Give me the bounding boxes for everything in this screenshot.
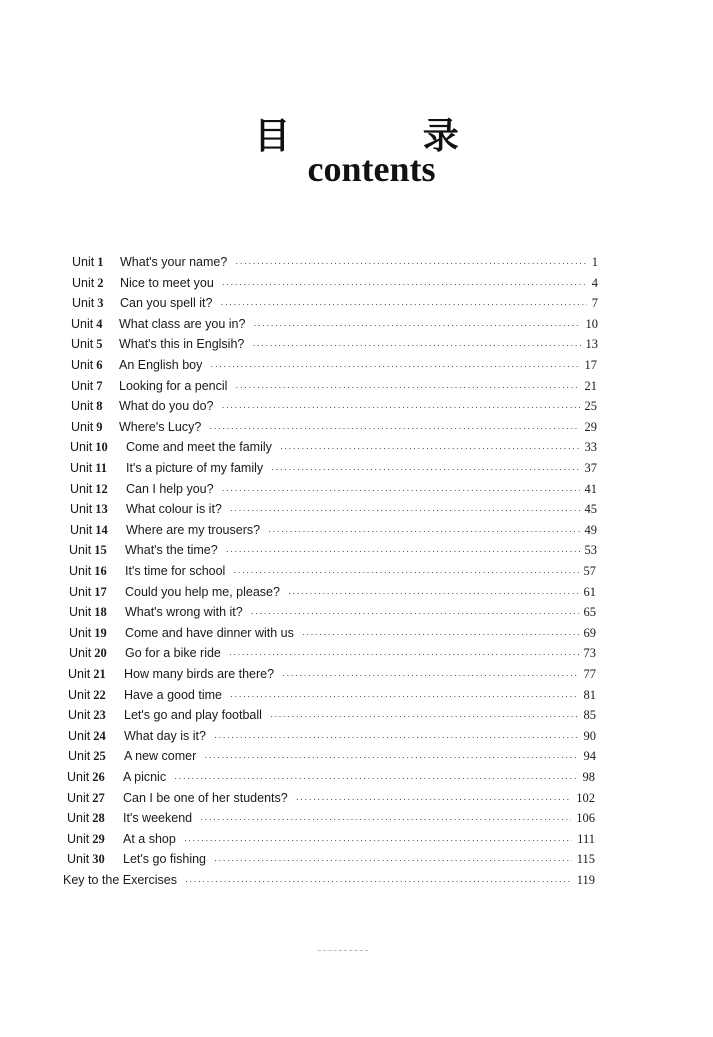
toc-unit-word: Unit xyxy=(68,667,91,681)
toc-leader-dots xyxy=(288,588,579,598)
toc-leader-dots xyxy=(230,505,580,515)
toc-entry[interactable] xyxy=(69,585,596,605)
toc-unit-number: 26 xyxy=(92,770,105,784)
toc-entry[interactable] xyxy=(67,832,595,852)
toc-topic: It's a picture of my family xyxy=(126,461,264,475)
toc-page-number: 37 xyxy=(584,461,597,475)
toc-page-number: 49 xyxy=(584,523,597,537)
toc-unit-label xyxy=(71,358,119,373)
toc-page-number: 106 xyxy=(576,811,595,825)
toc-leader-dots xyxy=(220,299,586,309)
toc-unit-label xyxy=(70,502,126,517)
toc-unit-number: 18 xyxy=(94,605,107,619)
toc-topic: Could you help me, please? xyxy=(125,585,280,599)
toc-topic: What colour is it? xyxy=(126,502,222,516)
toc-entry[interactable] xyxy=(71,379,597,399)
toc-entry[interactable] xyxy=(69,605,596,625)
toc-page-number: 85 xyxy=(583,708,596,722)
toc-leader-dots xyxy=(270,711,579,721)
toc-topic: What's this in Englsih? xyxy=(119,337,245,351)
toc-unit-number: 12 xyxy=(95,482,108,496)
toc-unit-word: Unit xyxy=(69,626,92,640)
toc-unit-label xyxy=(69,543,125,558)
toc-topic: An English boy xyxy=(119,358,203,372)
toc-page-number: 90 xyxy=(583,729,596,743)
toc-unit-number: 23 xyxy=(93,708,106,722)
toc-unit-label xyxy=(72,276,120,291)
toc-entry[interactable] xyxy=(69,646,596,666)
toc-topic: Come and meet the family xyxy=(126,440,272,454)
toc-unit-word: Unit xyxy=(68,688,91,702)
toc-leader-dots xyxy=(252,340,580,350)
toc-page-number: 33 xyxy=(584,440,597,454)
toc-leader-dots xyxy=(233,567,578,577)
toc-unit-word: Unit xyxy=(67,832,90,846)
toc-unit-number: 20 xyxy=(94,646,107,660)
toc-leader-dots xyxy=(235,258,586,268)
toc-unit-word: Unit xyxy=(67,811,90,825)
toc-unit-number: 9 xyxy=(96,420,103,434)
toc-page-number: 111 xyxy=(577,832,595,846)
toc-leader-dots xyxy=(174,773,577,783)
toc-page-number: 73 xyxy=(583,646,596,660)
toc-page-number: 7 xyxy=(591,296,598,310)
toc-leader-dots xyxy=(204,752,578,762)
toc-topic: Let's go fishing xyxy=(123,852,206,866)
toc-entry[interactable] xyxy=(68,729,596,749)
toc-unit-label xyxy=(71,420,119,435)
toc-entry[interactable] xyxy=(69,543,597,563)
toc-unit-label xyxy=(69,605,125,620)
toc-unit-label xyxy=(71,379,119,394)
toc-leader-dots xyxy=(200,814,571,824)
page-title-english: contents xyxy=(307,149,436,189)
toc-unit-word: Unit xyxy=(68,729,91,743)
toc-leader-dots xyxy=(210,361,579,371)
toc-unit-number: 21 xyxy=(93,667,106,681)
toc-unit-number: 6 xyxy=(96,358,103,372)
toc-unit-word: Unit xyxy=(69,605,92,619)
toc-unit-label xyxy=(67,852,123,867)
toc-unit-number: 29 xyxy=(92,832,105,846)
toc-unit-number: 22 xyxy=(93,688,106,702)
toc-unit-number: 1 xyxy=(97,255,104,269)
toc-unit-word: Unit xyxy=(70,523,93,537)
toc-unit-word: Unit xyxy=(72,255,95,269)
toc-entry[interactable] xyxy=(68,667,596,687)
toc-page-number: 61 xyxy=(583,585,596,599)
toc-page-number: 77 xyxy=(583,667,596,681)
toc-unit-word: Unit xyxy=(71,337,94,351)
toc-topic: Nice to meet you xyxy=(120,276,214,290)
toc-leader-dots xyxy=(296,794,572,804)
toc-topic: Can I help you? xyxy=(126,482,214,496)
toc-topic: What class are you in? xyxy=(119,317,246,331)
toc-entry[interactable] xyxy=(68,749,596,769)
toc-page-number: 1 xyxy=(591,255,598,269)
toc-leader-dots xyxy=(235,382,579,392)
toc-topic: Can I be one of her students? xyxy=(123,791,288,805)
toc-leader-dots xyxy=(222,485,580,495)
toc-unit-word: Unit xyxy=(69,585,92,599)
toc-unit-label xyxy=(72,255,120,270)
toc-unit-number: 2 xyxy=(97,276,104,290)
toc-page-number: 69 xyxy=(583,626,596,640)
toc-page-number: 65 xyxy=(583,605,596,619)
toc-unit-word: Unit xyxy=(70,502,93,516)
toc-unit-word: Unit xyxy=(69,564,92,578)
toc-unit-word: Unit xyxy=(70,461,93,475)
toc-page-number: 25 xyxy=(584,399,597,413)
toc-page-number: 94 xyxy=(583,749,596,763)
toc-entry[interactable] xyxy=(72,276,598,296)
toc-unit-word: Unit xyxy=(71,379,94,393)
toc-entry[interactable] xyxy=(70,440,597,460)
toc-topic: How many birds are there? xyxy=(124,667,275,681)
toc-unit-label xyxy=(71,337,119,352)
toc-leader-dots xyxy=(268,526,579,536)
toc-topic: Let's go and play football xyxy=(124,708,262,722)
toc-leader-dots xyxy=(230,691,579,701)
toc-leader-dots xyxy=(280,443,580,453)
toc-topic: At a shop xyxy=(123,832,176,846)
toc-entry[interactable] xyxy=(70,461,597,481)
toc-unit-label xyxy=(69,626,125,641)
toc-page-number: 98 xyxy=(582,770,595,784)
toc-unit-label xyxy=(70,482,126,497)
toc-unit-word: Unit xyxy=(67,791,90,805)
toc-page-number: 29 xyxy=(584,420,597,434)
toc-unit-number: 17 xyxy=(94,585,107,599)
toc-unit-word: Unit xyxy=(71,317,94,331)
toc-page-number: 81 xyxy=(583,688,596,702)
toc-unit-number: 24 xyxy=(93,729,106,743)
toc-page-number: 45 xyxy=(584,502,597,516)
toc-unit-word: Unit xyxy=(70,482,93,496)
toc-leader-dots xyxy=(226,546,580,556)
toc-leader-dots xyxy=(302,629,579,639)
toc-leader-dots xyxy=(222,402,580,412)
toc-unit-number: 11 xyxy=(95,461,108,475)
toc-unit-label xyxy=(70,461,126,476)
toc-page-number: 119 xyxy=(576,873,595,887)
toc-page-number: 4 xyxy=(591,276,598,290)
toc-topic: What's your name? xyxy=(120,255,228,269)
toc-unit-number: 15 xyxy=(94,543,107,557)
toc-leader-dots xyxy=(214,855,572,865)
toc-topic: Key to the Exercises xyxy=(63,873,177,887)
toc-leader-dots xyxy=(229,649,579,659)
toc-unit-label xyxy=(69,564,125,579)
toc-leader-dots xyxy=(222,279,587,289)
toc-topic: What do you do? xyxy=(119,399,214,413)
toc-entry[interactable] xyxy=(70,482,597,502)
toc-unit-number: 5 xyxy=(96,337,103,351)
toc-leader-dots xyxy=(271,464,579,474)
toc-leader-dots xyxy=(209,423,579,433)
toc-topic: It's weekend xyxy=(123,811,193,825)
toc-unit-number: 13 xyxy=(95,502,108,516)
toc-unit-label xyxy=(67,791,123,806)
toc-entry[interactable] xyxy=(68,688,596,708)
toc-unit-number: 7 xyxy=(96,379,103,393)
toc-topic: What's the time? xyxy=(125,543,218,557)
toc-unit-word: Unit xyxy=(68,749,91,763)
toc-unit-word: Unit xyxy=(71,399,94,413)
toc-unit-label xyxy=(68,667,124,682)
page-title-chinese: 目 录 xyxy=(254,116,519,157)
toc-unit-word: Unit xyxy=(71,420,94,434)
toc-leader-dots xyxy=(251,608,579,618)
toc-unit-number: 8 xyxy=(96,399,103,413)
toc-topic: Have a good time xyxy=(124,688,222,702)
toc-unit-word: Unit xyxy=(67,852,90,866)
toc-unit-label xyxy=(70,440,126,455)
toc-unit-label xyxy=(68,708,124,723)
toc-unit-word: Unit xyxy=(69,543,92,557)
toc-unit-number: 25 xyxy=(93,749,106,763)
toc-unit-label xyxy=(69,585,125,600)
toc-leader-dots xyxy=(184,835,572,845)
toc-page-number: 115 xyxy=(576,852,595,866)
toc-topic: What day is it? xyxy=(124,729,206,743)
toc-entry[interactable] xyxy=(71,399,597,419)
toc-unit-number: 28 xyxy=(92,811,105,825)
toc-unit-word: Unit xyxy=(72,296,95,310)
toc-topic: A new comer xyxy=(124,749,197,763)
toc-unit-number: 3 xyxy=(97,296,104,310)
toc-topic: Come and have dinner with us xyxy=(125,626,294,640)
toc-unit-word: Unit xyxy=(67,770,90,784)
toc-page-number: 17 xyxy=(584,358,597,372)
toc-page-number: 13 xyxy=(585,337,598,351)
toc-topic: A picnic xyxy=(123,770,167,784)
toc-unit-number: 10 xyxy=(95,440,108,454)
toc-leader-dots xyxy=(185,876,572,886)
toc-entry[interactable] xyxy=(71,317,598,337)
toc-leader-dots xyxy=(253,320,580,330)
toc-entry[interactable] xyxy=(70,502,597,522)
toc-topic: Can you spell it? xyxy=(120,296,213,310)
toc-topic: Looking for a pencil xyxy=(119,379,228,393)
toc-unit-number: 16 xyxy=(94,564,107,578)
toc-unit-word: Unit xyxy=(70,440,93,454)
toc-unit-number: 19 xyxy=(94,626,107,640)
toc-topic: Where's Lucy? xyxy=(119,420,202,434)
toc-page-number: 102 xyxy=(576,791,595,805)
toc-page-number: 10 xyxy=(585,317,598,331)
toc-unit-number: 14 xyxy=(95,523,108,537)
toc-unit-number: 30 xyxy=(92,852,105,866)
toc-page-number: 53 xyxy=(584,543,597,557)
toc-entry[interactable] xyxy=(69,626,596,646)
toc-topic: Go for a bike ride xyxy=(125,646,221,660)
toc-unit-word: Unit xyxy=(71,358,94,372)
toc-page-number: 57 xyxy=(583,564,596,578)
toc-unit-label xyxy=(67,832,123,847)
toc-entry[interactable] xyxy=(71,337,598,357)
toc-unit-word: Unit xyxy=(68,708,91,722)
toc-unit-label xyxy=(69,646,125,661)
toc-topic: Where are my trousers? xyxy=(126,523,261,537)
toc-unit-word: Unit xyxy=(69,646,92,660)
toc-entry[interactable] xyxy=(69,564,596,584)
toc-unit-label xyxy=(72,296,120,311)
toc-unit-label xyxy=(71,399,119,414)
toc-leader-dots xyxy=(282,670,578,680)
toc-page-number: 41 xyxy=(584,482,597,496)
toc-topic: What's wrong with it? xyxy=(125,605,243,619)
toc-unit-label xyxy=(68,688,124,703)
toc-entry[interactable] xyxy=(72,296,598,316)
toc-unit-label xyxy=(71,317,119,332)
toc-entry[interactable] xyxy=(63,873,595,893)
toc-entry[interactable] xyxy=(67,791,595,811)
toc-unit-label xyxy=(68,729,124,744)
toc-unit-label xyxy=(67,770,123,785)
toc-entry[interactable] xyxy=(67,811,595,831)
toc-entry[interactable] xyxy=(72,255,598,275)
toc-unit-number: 27 xyxy=(92,791,105,805)
toc-topic: It's time for school xyxy=(125,564,226,578)
toc-unit-label xyxy=(67,811,123,826)
toc-page-number: 21 xyxy=(584,379,597,393)
toc-entry[interactable] xyxy=(67,852,595,872)
toc-unit-word: Unit xyxy=(72,276,95,290)
toc-unit-number: 4 xyxy=(96,317,103,331)
toc-entry[interactable] xyxy=(71,420,597,440)
toc-leader-dots xyxy=(214,732,579,742)
toc-unit-label xyxy=(68,749,124,764)
footer-mark xyxy=(318,950,368,952)
toc-entry[interactable] xyxy=(70,523,597,543)
toc-unit-label xyxy=(70,523,126,538)
toc-entry[interactable] xyxy=(71,358,597,378)
toc-entry[interactable] xyxy=(67,770,595,790)
toc-entry[interactable] xyxy=(68,708,596,728)
